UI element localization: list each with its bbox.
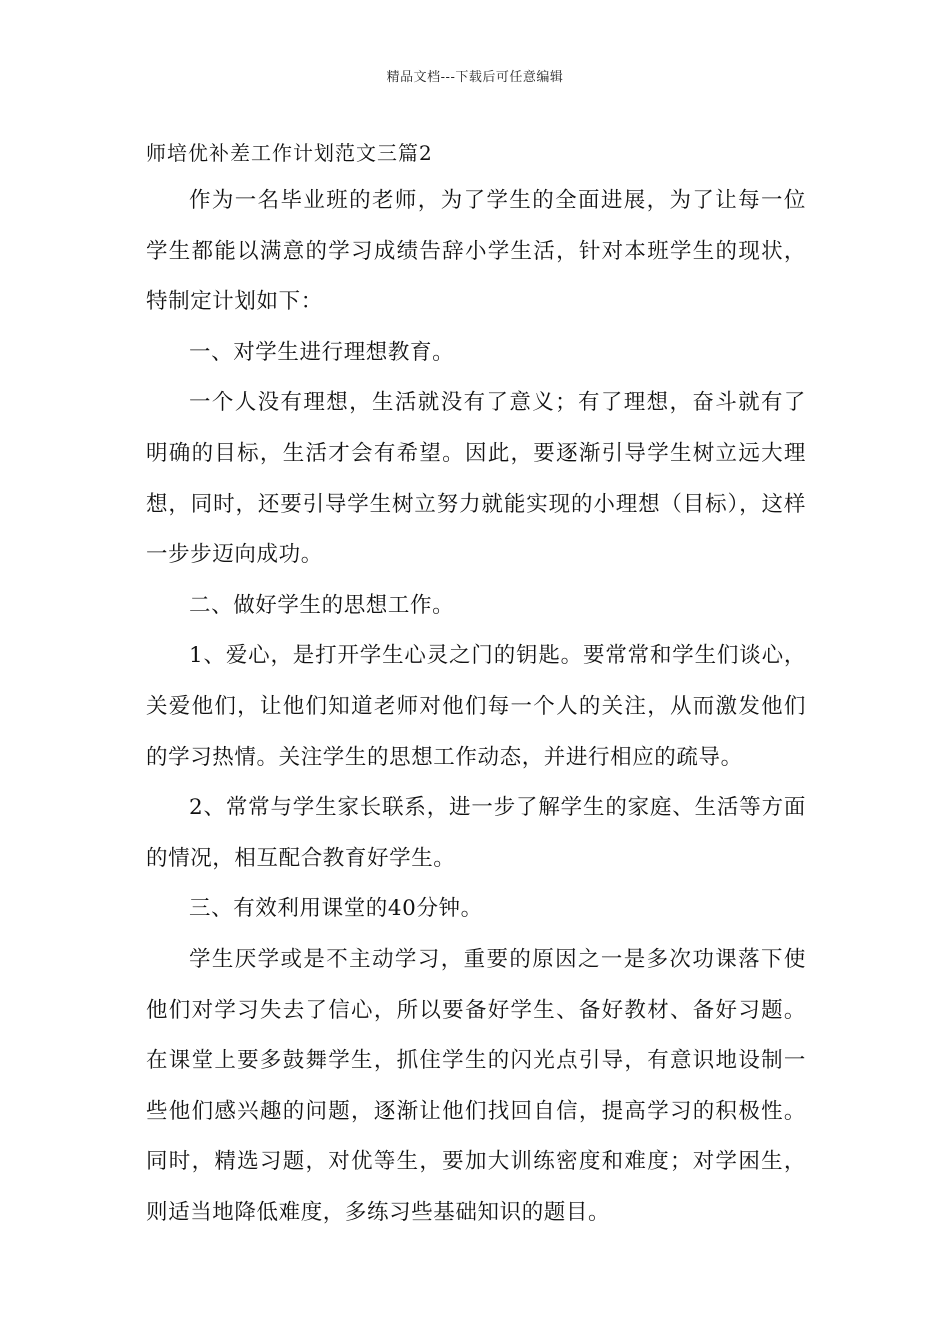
paragraph-item-1: 1、爱心，是打开学生心灵之门的钥匙。要常常和学生们谈心，关爱他们，让他们知道老师对他们每一个人的关注，从而激发他们的学习热情。关注学生的思想工作动态，并进行相应的疏导。 <box>146 643 806 770</box>
section-heading-3: 三、有效利用课堂的40分钟。 <box>189 896 483 922</box>
header-note: 精品文档---下载后可任意编辑 <box>386 70 564 85</box>
document-body <box>146 176 806 1238</box>
paragraph-intro: 作为一名毕业班的老师，为了学生的全面进展，为了让每一位学生都能以满意的学习成绩告辞小学生活，针对本班学生的现状，特制定计划如下： <box>146 188 806 315</box>
paragraph-ideals: 一个人没有理想，生活就没有了意义；有了理想，奋斗就有了明确的目标，生活才会有希望。因此，要逐渐引导学生树立远大理想，同时，还要引导学生树立努力就能实现的小理想（目标），这样一步步迈向成功。 <box>146 390 806 568</box>
paragraph-classroom: 学生厌学或是不主动学习，重要的原因之一是多次功课落下使他们对学习失去了信心，所以要备好学生、备好教材、备好习题。在课堂上要多鼓舞学生，抓住学生的闪光点引导，有意识地设制一些他们感兴趣的问题，逐渐让他们找回自信，提高学习的积极性。同时，精选习题，对优等生，要加大训练密度和难度；对学困生，则适当地降低难度，多练习些基础知识的题目。 <box>146 946 806 1225</box>
paragraph-item-2: 2、常常与学生家长联系，进一步了解学生的家庭、生活等方面的情况，相互配合教育好学生。 <box>146 795 806 871</box>
section-heading-2: 二、做好学生的思想工作。 <box>189 592 455 618</box>
section-heading-1: 一、对学生进行理想教育。 <box>189 339 455 365</box>
document-title: 师培优补差工作计划范文三篇2 <box>146 141 433 165</box>
